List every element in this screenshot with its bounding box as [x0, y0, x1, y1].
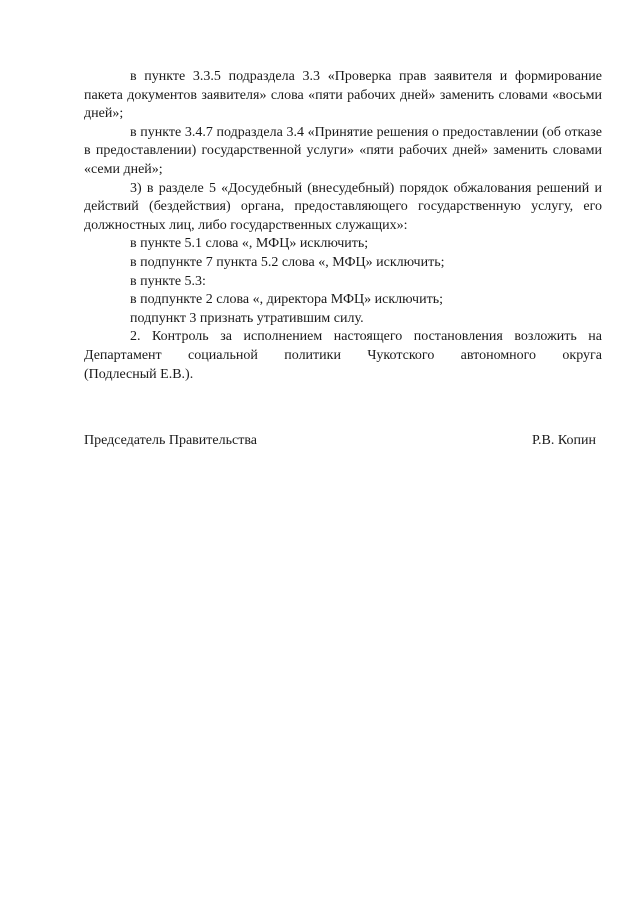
- document-body: [84, 68, 602, 384]
- paragraph-subitem-2: в подпункте 2 слова «, директора МФЦ» исключить;: [130, 292, 443, 308]
- paragraph-control-clause-end: (Подлесный Е.В.).: [84, 366, 194, 382]
- paragraph-item-5-2: в подпункте 7 пункта 5.2 слова «, МФЦ» исключить;: [130, 254, 445, 270]
- paragraph-section-5: 3) в разделе 5 «Досудебный (внесудебный) порядок обжалования решений и действий (бездействия) органа, предоставляющего государственную услугу, его должностных лиц, либо государственных служащих»:: [84, 180, 602, 233]
- signature-block: [84, 432, 596, 450]
- paragraph-subitem-3: подпункт 3 признать утратившим силу.: [130, 310, 364, 326]
- signatory-name: Р.В. Копин: [532, 433, 596, 448]
- paragraph-control-clause: 2. Контроль за исполнением настоящего постановления возложить на Департамент социальной политики Чукотского автономного округа: [84, 329, 602, 363]
- paragraph-item-3-3-5: в пункте 3.3.5 подраздела 3.3 «Проверка прав заявителя и формирование пакета документов заявителя» слова «пяти рабочих дней» заменить словами «восьми дней»;: [84, 69, 602, 122]
- paragraph-item-3-4-7: в пункте 3.4.7 подраздела 3.4 «Принятие решения о предоставлении (об отказе в предоставлении) государственной услуги» «пяти рабочих дней» заменить словами «семи дней»;: [84, 124, 602, 177]
- paragraph-item-5-3: в пункте 5.3:: [130, 273, 206, 289]
- signatory-position: Председатель Правительства: [84, 433, 257, 448]
- paragraph-item-5-1: в пункте 5.1 слова «, МФЦ» исключить;: [130, 236, 369, 252]
